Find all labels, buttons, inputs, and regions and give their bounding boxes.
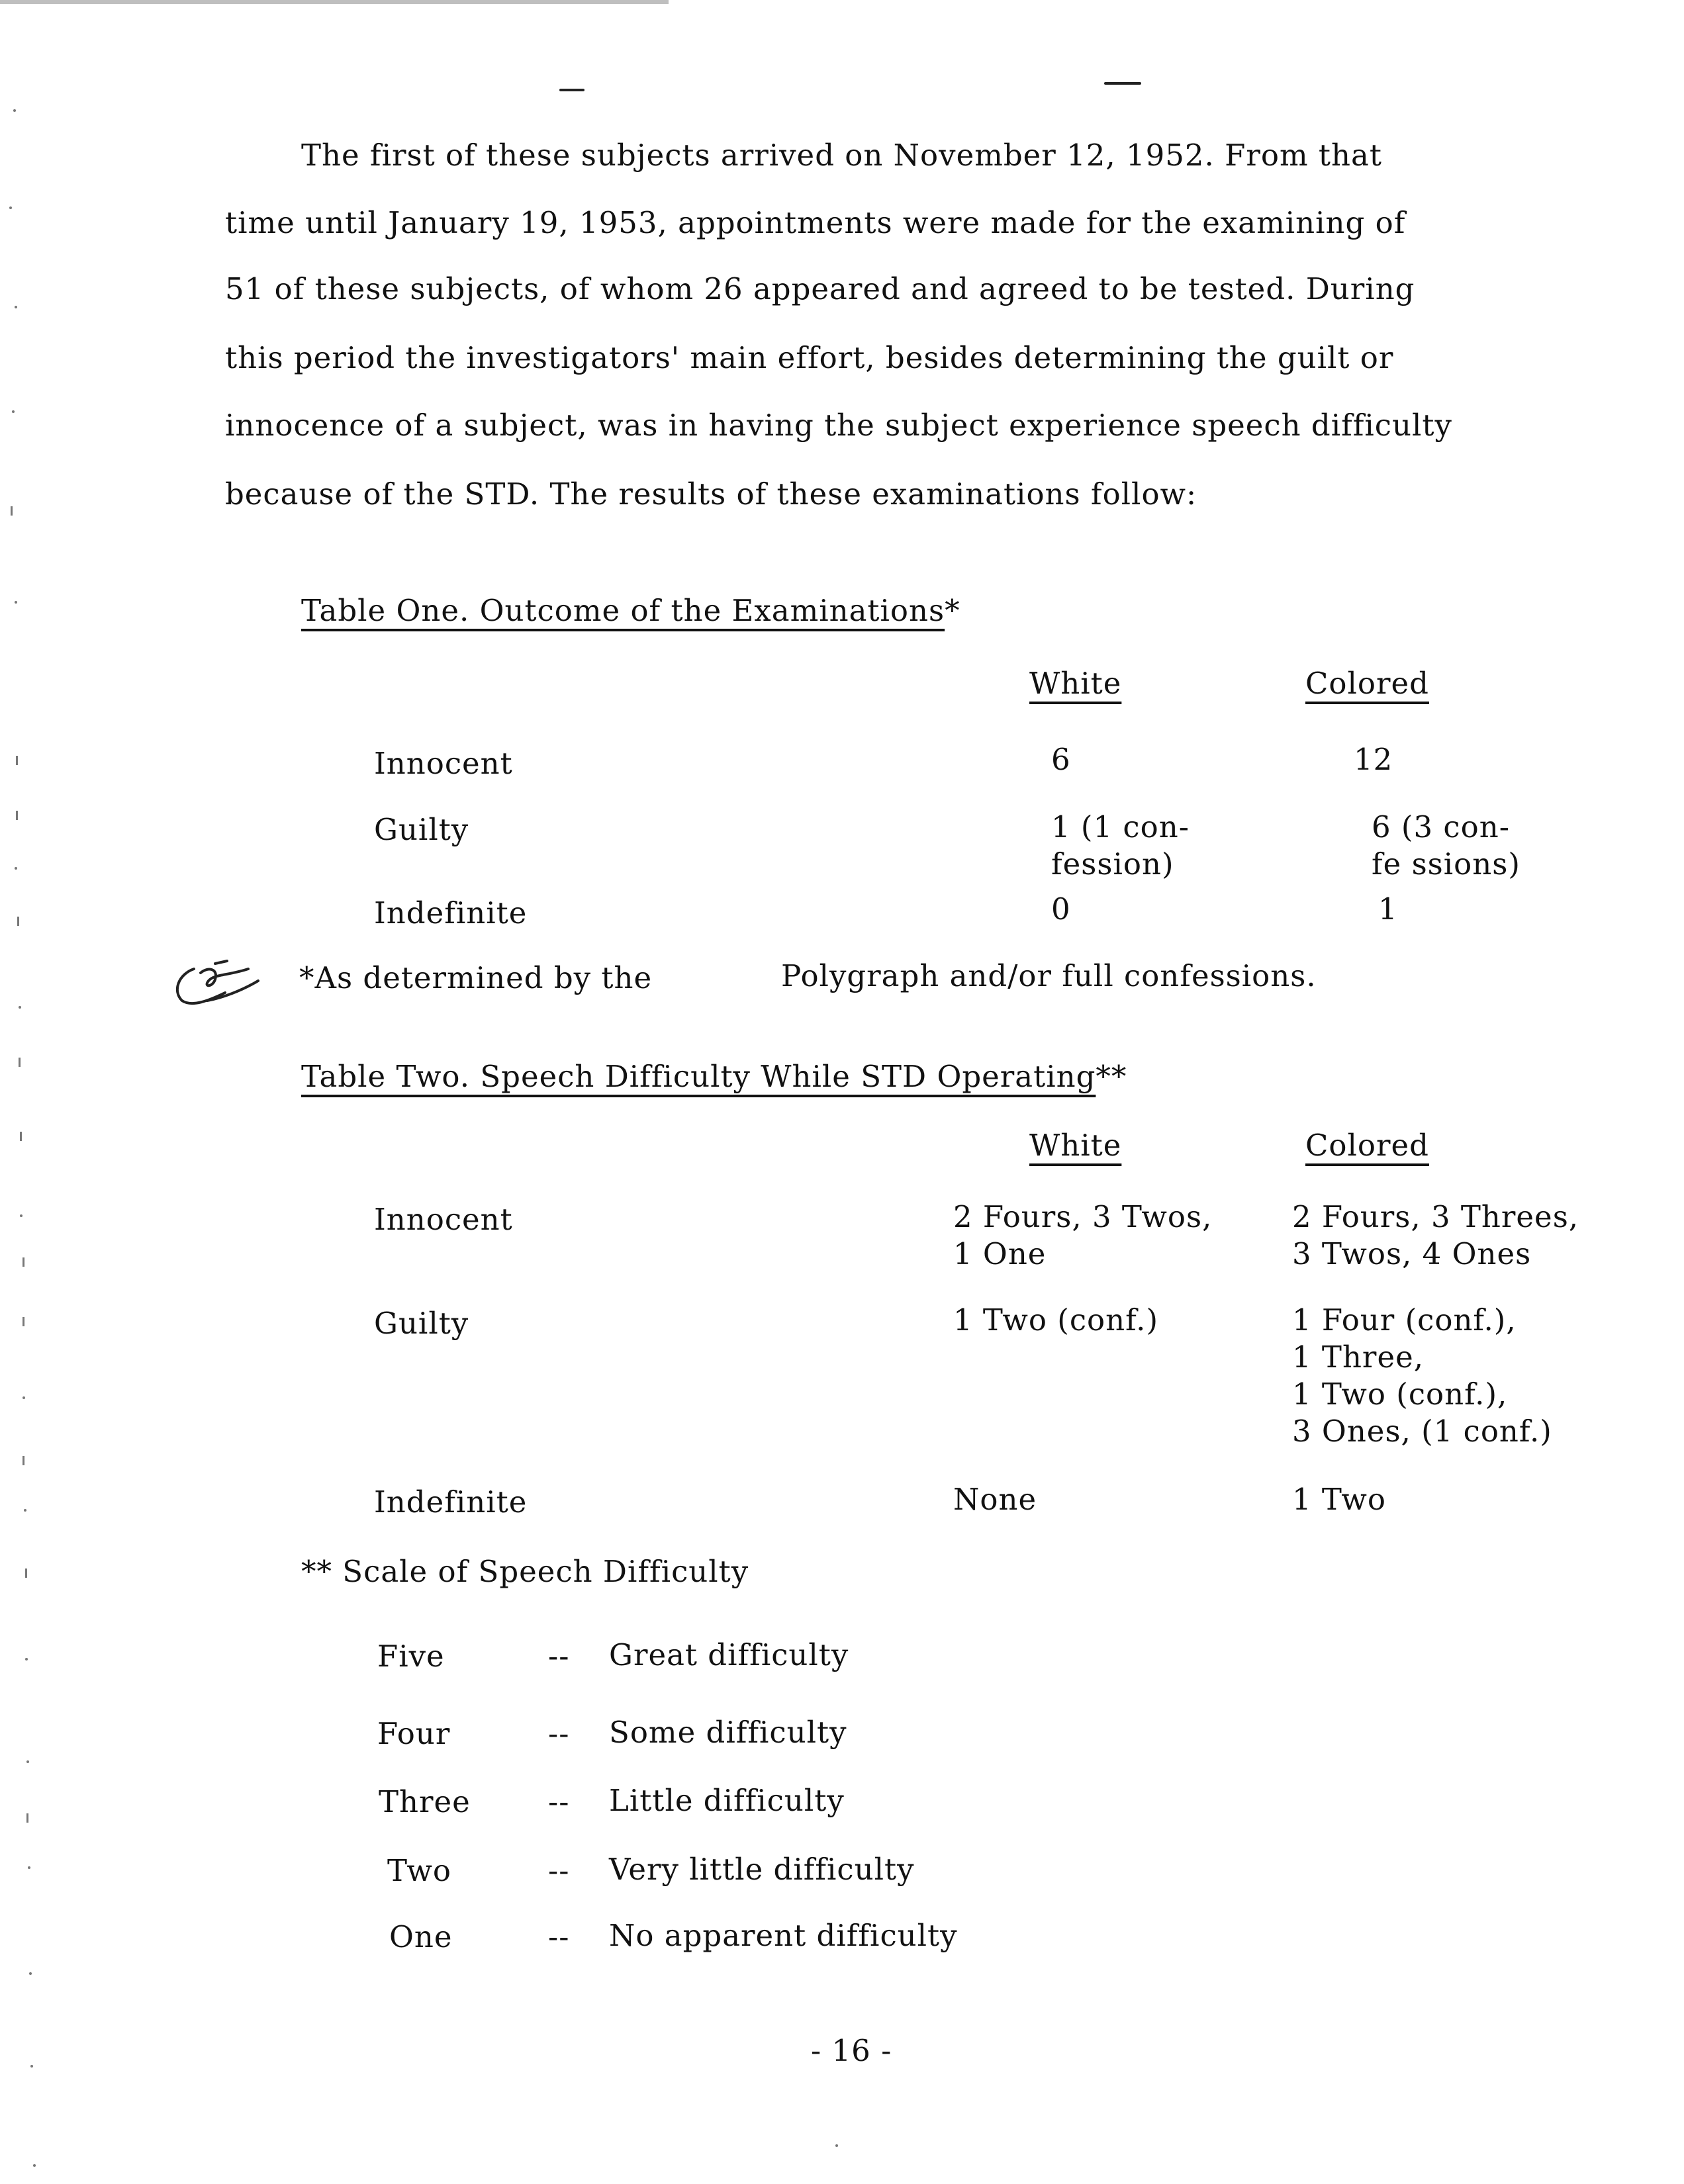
margin-dot xyxy=(25,1658,28,1661)
table-one-cell-colored: 12 xyxy=(1354,742,1393,777)
paragraph-line-5: innocence of a subject, was in having the subject experience speech difficulty xyxy=(225,408,1452,443)
margin-dot xyxy=(28,1866,30,1869)
table-two-cell-white: 2 Fours, 3 Twos, 1 One xyxy=(953,1199,1213,1271)
margin-dot xyxy=(29,1972,32,1975)
margin-tick xyxy=(26,1813,28,1823)
margin-dot xyxy=(13,109,16,112)
table-one-header-white: White xyxy=(1029,666,1122,701)
scale-separator: -- xyxy=(548,1784,570,1819)
top-edge-rule xyxy=(0,0,669,4)
table-one-row-label: Indefinite xyxy=(374,895,528,931)
table-one-cell-colored: 1 xyxy=(1378,891,1398,927)
table-one-footnote-right: Polygraph and/or full confessions. xyxy=(781,958,1317,993)
table-two-row-label: Guilty xyxy=(374,1306,469,1341)
margin-tick xyxy=(23,1317,24,1326)
table-one-cell-colored: 6 (3 con- fe ssions) xyxy=(1372,809,1520,882)
table-one-cell-white: 6 xyxy=(1051,742,1071,777)
table-two-cell-white: None xyxy=(953,1482,1037,1517)
table-two-header-colored: Colored xyxy=(1305,1128,1429,1163)
scale-row xyxy=(387,1853,452,1888)
scale-level: Two xyxy=(387,1853,452,1888)
table-two-row-label: Innocent xyxy=(374,1202,513,1237)
margin-dot xyxy=(20,1214,23,1217)
scale-description: Little difficulty xyxy=(609,1783,845,1818)
margin-tick xyxy=(11,506,13,516)
table-one-row-label: Guilty xyxy=(374,812,469,847)
margin-dot xyxy=(12,410,15,413)
scale-level: Five xyxy=(377,1639,445,1674)
margin-dot xyxy=(15,306,17,308)
table-two-header-white: White xyxy=(1029,1128,1122,1163)
table-two-cell-colored: 1 Two xyxy=(1292,1482,1386,1517)
margin-dot xyxy=(15,601,17,604)
scale-description: No apparent difficulty xyxy=(609,1918,958,1953)
table-two-row-label: Indefinite xyxy=(374,1484,528,1520)
table-two-cell-white: 1 Two (conf.) xyxy=(953,1302,1159,1338)
margin-tick xyxy=(20,1132,22,1141)
scale-level: Three xyxy=(379,1784,471,1819)
table-one-header-colored: Colored xyxy=(1305,666,1429,701)
margin-dot xyxy=(33,2164,36,2167)
table-two-title-text: Table Two. Speech Difficulty While STD Operating xyxy=(301,1059,1096,1094)
paragraph-line-4: this period the investigators' main effort, besides determining the guilt or xyxy=(225,340,1394,375)
scale-description: Very little difficulty xyxy=(609,1852,915,1887)
table-one-footnote-left: *As determined by the xyxy=(299,960,653,995)
margin-dot xyxy=(26,1760,29,1763)
margin-tick xyxy=(23,1456,24,1465)
scale-row xyxy=(377,1716,451,1751)
table-two-cell-colored: 2 Fours, 3 Threes, 3 Twos, 4 Ones xyxy=(1292,1199,1579,1271)
scale-row xyxy=(377,1639,445,1674)
table-two-cell-colored: 1 Four (conf.), 1 Three, 1 Two (conf.), 3 Ones, (1 conf.) xyxy=(1292,1302,1552,1449)
table-one-cell-white: 1 (1 con- fession) xyxy=(1051,809,1190,882)
table-one-row-label: Innocent xyxy=(374,746,513,781)
paragraph-line-1: The first of these subjects arrived on November 12, 1952. From that xyxy=(301,138,1382,173)
table-two-title xyxy=(301,1059,1127,1094)
paragraph-line-3: 51 of these subjects, of whom 26 appeared and agreed to be tested. During xyxy=(225,271,1415,306)
scale-row xyxy=(389,1919,453,1954)
top-dash-mark-right xyxy=(1104,82,1141,85)
margin-tick xyxy=(16,756,18,765)
scale-description: Some difficulty xyxy=(609,1715,847,1750)
scale-separator: -- xyxy=(548,1853,570,1888)
scale-separator: -- xyxy=(548,1919,570,1954)
scale-description: Great difficulty xyxy=(609,1637,849,1672)
table-one-title-mark: * xyxy=(945,593,960,628)
scale-title: ** Scale of Speech Difficulty xyxy=(301,1554,749,1589)
page-number: - 16 - xyxy=(811,2033,892,2068)
table-one-title-text: Table One. Outcome of the Examinations xyxy=(301,593,945,628)
margin-dot xyxy=(19,1006,21,1009)
top-dash-mark-left xyxy=(559,89,585,91)
paragraph-line-2: time until January 19, 1953, appointments were made for the examining of xyxy=(225,205,1406,240)
scale-separator: -- xyxy=(548,1639,570,1674)
margin-dot xyxy=(30,2065,33,2068)
margin-tick xyxy=(23,1257,24,1267)
margin-dot xyxy=(23,1396,25,1399)
margin-dot xyxy=(15,867,17,870)
scale-level: Four xyxy=(377,1716,451,1751)
table-one-cell-white: 0 xyxy=(1051,891,1071,927)
table-two-title-mark: ** xyxy=(1096,1059,1127,1094)
margin-dot xyxy=(9,206,12,209)
margin-tick xyxy=(16,811,18,820)
table-one-title xyxy=(301,593,960,628)
margin-dot xyxy=(24,1509,26,1512)
scale-row xyxy=(379,1784,471,1819)
margin-tick xyxy=(19,1058,21,1067)
paragraph-line-6: because of the STD. The results of these examinations follow: xyxy=(225,477,1197,512)
scale-separator: -- xyxy=(548,1716,570,1751)
scale-level: One xyxy=(389,1919,453,1954)
margin-tick xyxy=(17,917,19,926)
margin-tick xyxy=(25,1569,27,1578)
margin-dot xyxy=(835,2144,838,2147)
handwritten-initials-mark xyxy=(169,954,261,1014)
